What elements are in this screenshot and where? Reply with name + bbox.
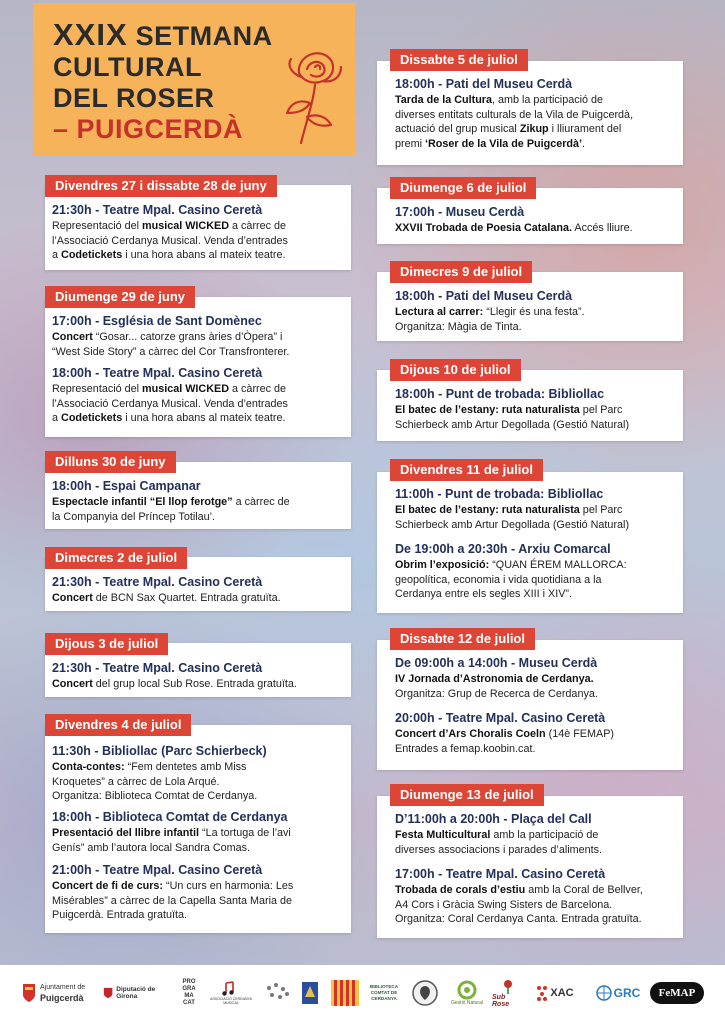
event-description-line: Trobada de corals d’estiu amb la Coral de Bellver, [395, 884, 643, 896]
femap-label: FeMAP [658, 987, 696, 999]
event-time-place: 18:00h - Pati del Museu Cerdà [395, 289, 573, 303]
event-description-line: XXVII Trobada de Poesia Catalana. Accés lliure. [395, 222, 633, 234]
rose-icon [500, 978, 516, 994]
event-description-line: Concert “Gosar... catorze grans àries d’Òpera” i [52, 331, 283, 343]
event-description-line: Cerdanya entre els segles XIII i XIV”. [395, 588, 573, 600]
event-description-line: “West Side Story” a càrrec del Cor Transfronterer. [52, 345, 290, 358]
music-notes-icon [221, 981, 241, 997]
event-description-line: Presentació del llibre infantil “La tortuga de l’avi [52, 827, 291, 839]
event [52, 660, 352, 692]
event-description-line: Concert de BCN Sax Quartet. Entrada gratuïta. [52, 592, 281, 604]
event-description-line: Genís” amb l’autora local Sandra Comas. [52, 841, 251, 854]
event [52, 743, 352, 804]
blue-emblem-logo [300, 975, 320, 1011]
event-description [52, 677, 352, 692]
event-description-line: l’Associació Cerdanya Musical. Venda d’entrades [52, 397, 288, 410]
event-time-place: 17:00h - Església de Sant Domènec [52, 314, 262, 328]
coat-of-arms-icon [22, 983, 36, 1003]
event-description-line: Tarda de la Cultura, amb la participació de [395, 94, 604, 106]
event-description-line: la Companyia del Príncep Totilau’. [52, 510, 216, 523]
event-description [395, 305, 695, 334]
ajuntament-line1: Ajuntament de [40, 984, 86, 991]
event-description-line: a Codetickets i una hora abans al mateix teatre. [52, 412, 286, 424]
event-description [395, 828, 695, 857]
xac-logo [530, 975, 580, 1011]
event-description [395, 503, 695, 532]
event-description-line: Lectura al carrer: “Llegir és una festa”. [395, 306, 585, 318]
event [52, 313, 352, 359]
event-description [395, 883, 695, 927]
ajuntament-line2: Puigcerdà [40, 993, 84, 1003]
event-description-line: Puigcerdà. Entrada gratuïta. [52, 909, 188, 921]
title-box [33, 3, 355, 155]
event-time-place: D’11:00h a 20:00h - Plaça del Call [395, 812, 592, 826]
event-description-line: A4 Cors i Gràcia Swing Sisters de Barcelona. [395, 898, 613, 911]
diputacio-label: Diputació de Girona [116, 986, 156, 1000]
event-description-line: geopolítica, economia i vida quotidiana a la [395, 573, 602, 586]
day-badge: Dissabte 5 de juliol [390, 49, 528, 71]
event-description [395, 221, 695, 236]
title-line-2: CULTURAL [53, 52, 202, 82]
day-badge: Diumenge 6 de juliol [390, 177, 536, 199]
event-description-line: actuació del grup musical Zikup i lliurament del [395, 123, 622, 135]
event-time-place: De 19:00h a 20:30h - Arxiu Comarcal [395, 542, 611, 556]
title-line-4: – PUIGCERDÀ [53, 114, 244, 144]
event-description [52, 382, 352, 426]
diputacio-girona-logo [103, 975, 169, 1011]
event-time-place: 21:30h - Teatre Mpal. Casino Ceretà [52, 203, 263, 217]
event-description [395, 93, 695, 151]
event-time-place: 20:00h - Teatre Mpal. Casino Ceretà [395, 711, 606, 725]
event-time-place: 21:30h - Teatre Mpal. Casino Ceretà [52, 575, 263, 589]
sponsor-logos-strip [0, 965, 725, 1024]
event-time-place: 18:00h - Punt de trobada: Bibliollac [395, 387, 605, 401]
event-description-line: Concert del grup local Sub Rose. Entrada gratuïta. [52, 678, 297, 690]
biblioteca-label: BIBLIOTECA COMTAT DE CERDANYA [369, 984, 399, 1001]
event-time-place: 18:00h - Espai Campanar [52, 479, 201, 493]
programa-cat-logo [178, 975, 200, 1011]
event-description-line: Entrades a femap.koobin.cat. [395, 742, 536, 755]
sub-rose-label: Sub Rose [492, 994, 510, 1008]
event [52, 862, 352, 923]
event [395, 866, 695, 927]
event-description-line: Organitza: Màgia de Tinta. [395, 320, 522, 333]
birds-icon [263, 980, 293, 1006]
event-description-line: Concert d’Ars Choralis Coeln (14è FEMAP) [395, 728, 614, 740]
day-badge: Dilluns 30 de juny [45, 451, 176, 473]
grc-logo [594, 975, 642, 1011]
day-badge: Dimecres 9 de juliol [390, 261, 532, 283]
event-description-line: Representació del musical WICKED a càrrec de [52, 220, 287, 232]
event-time-place: 11:00h - Punt de trobada: Bibliollac [395, 487, 604, 501]
sub-rose-logo [492, 975, 524, 1011]
event-description-line: Kroquetes” a càrrec de Lola Arqué. [52, 775, 220, 788]
gestio-natural-logo [448, 975, 486, 1011]
event-description-line: Festa Multicultural amb la participació de [395, 829, 599, 841]
day-badge: Divendres 27 i dissabte 28 de juny [45, 175, 277, 197]
event-description-line: diverses associacions i parades d’aliments. [395, 843, 603, 856]
event-time-place: 17:00h - Teatre Mpal. Casino Ceretà [395, 867, 606, 881]
event-description-line: a Codetickets i una hora abans al mateix teatre. [52, 249, 286, 261]
event-time-place: 18:00h - Pati del Museu Cerdà [395, 77, 573, 91]
event-time-place: 17:00h - Museu Cerdà [395, 205, 525, 219]
event-time-place: 21:30h - Teatre Mpal. Casino Ceretà [52, 661, 263, 675]
event-description-line: Schierbeck amb Artur Degollada (Gestió Natural) [395, 518, 630, 531]
event [52, 809, 352, 855]
event-description [395, 403, 695, 432]
femap-logo [650, 982, 704, 1004]
grc-globe-icon [596, 985, 612, 1001]
event-description [395, 727, 695, 756]
event-description [52, 219, 352, 263]
day-badge: Divendres 4 de juliol [45, 714, 191, 736]
event [395, 204, 695, 236]
event-description-line: Representació del musical WICKED a càrrec de [52, 383, 287, 395]
gestio-natural-label: Gestió Natural [451, 1000, 483, 1006]
day-badge: Divendres 11 de juliol [390, 459, 543, 481]
event [395, 486, 695, 532]
event [395, 811, 695, 857]
event-description [52, 826, 352, 855]
event-description-line: Obrim l’exposició: “QUAN ÉREM MALLORCA: [395, 559, 627, 571]
event-description [52, 330, 352, 359]
event-description [52, 591, 352, 606]
grey-seal-logo [410, 975, 440, 1011]
day-badge: Diumenge 29 de juny [45, 286, 195, 308]
event-description-line: l’Associació Cerdanya Musical. Venda d’entrades [52, 234, 288, 247]
event-description-line: IV Jornada d’Astronomia de Cerdanya. [395, 673, 594, 685]
event [395, 386, 695, 432]
day-badge: Dimecres 2 de juliol [45, 547, 187, 569]
event [52, 365, 352, 426]
event-description [52, 760, 352, 804]
event-description-line: Misérables” a càrrec de la Capella Santa Maria de [52, 894, 293, 907]
grc-label: GRC [613, 986, 641, 1000]
event-description-line: Concert de fi de curs: “Un curs en harmonia: Les [52, 880, 294, 892]
event-description-line: Schierbeck amb Artur Degollada (Gestió Natural) [395, 418, 630, 431]
biblioteca-logo [366, 975, 402, 1011]
blue-emblem-icon [301, 981, 319, 1005]
diputacio-emblem-icon [103, 986, 113, 1000]
event-description-line: diverses entitats culturals de la Vila de Puigcerdà, [395, 108, 634, 121]
cerdanya-musical-label: ASSOCIACIÓ CERDANYA MUSICAL [210, 997, 252, 1005]
birds-logo [262, 975, 294, 1011]
day-badge: Diumenge 13 de juliol [390, 784, 544, 806]
event-description-line: El batec de l’estany: ruta naturalista pel Parc [395, 504, 623, 516]
title-setmana: SETMANA [135, 21, 273, 51]
catalan-flag-icon [331, 980, 359, 1006]
event-description-line: Organitza: Biblioteca Comtat de Cerdanya. [52, 790, 258, 802]
spiral-leaf-icon [457, 980, 477, 1000]
day-badge: Dijous 3 de juliol [45, 633, 168, 655]
event [395, 541, 695, 602]
event-time-place: De 09:00h a 14:00h - Museu Cerdà [395, 656, 598, 670]
event-description-line: Organitza: Grup de Recerca de Cerdanya. [395, 687, 598, 700]
event [52, 202, 352, 263]
event [395, 710, 695, 756]
title-line-3: DEL ROSER [53, 83, 215, 113]
event-time-place: 18:00h - Biblioteca Comtat de Cerdanya [52, 810, 288, 824]
ajuntament-puigcerda-logo [22, 975, 92, 1011]
title-roman-numeral: XXIX [53, 17, 128, 52]
programa-label: PRO GRA MA CAT [182, 979, 196, 1006]
cerdanya-musical-logo [208, 975, 254, 1011]
xac-label: XAC [550, 987, 574, 999]
catalan-flag-logo [330, 975, 360, 1011]
day-badge: Dijous 10 de juliol [390, 359, 521, 381]
event-time-place: 11:30h - Bibliollac (Parc Schierbeck) [52, 744, 267, 758]
event-description-line: El batec de l’estany: ruta naturalista pel Parc [395, 404, 623, 416]
event [395, 288, 695, 334]
event-time-place: 21:00h - Teatre Mpal. Casino Ceretà [52, 863, 263, 877]
event-description-line: Organitza: Coral Cerdanya Canta. Entrada gratuïta. [395, 913, 642, 925]
day-badge: Dissabte 12 de juliol [390, 628, 535, 650]
event-description-line: premi ‘Roser de la Vila de Puigcerdà’. [395, 137, 586, 150]
event [395, 655, 695, 701]
rose-icon [277, 43, 351, 148]
event-description [395, 558, 695, 602]
event-description-line: Espectacle infantil “El llop ferotge” a càrrec de [52, 496, 290, 508]
event [52, 478, 352, 524]
seal-icon [412, 980, 438, 1006]
event [395, 76, 695, 151]
event-time-place: 18:00h - Teatre Mpal. Casino Ceretà [52, 366, 263, 380]
event-description [395, 672, 695, 701]
event-description [52, 495, 352, 524]
event-description [52, 879, 352, 923]
xac-dots-icon [536, 984, 548, 1002]
event-description-line: Conta-contes: “Fem dentetes amb Miss [52, 761, 247, 773]
event [52, 574, 352, 606]
